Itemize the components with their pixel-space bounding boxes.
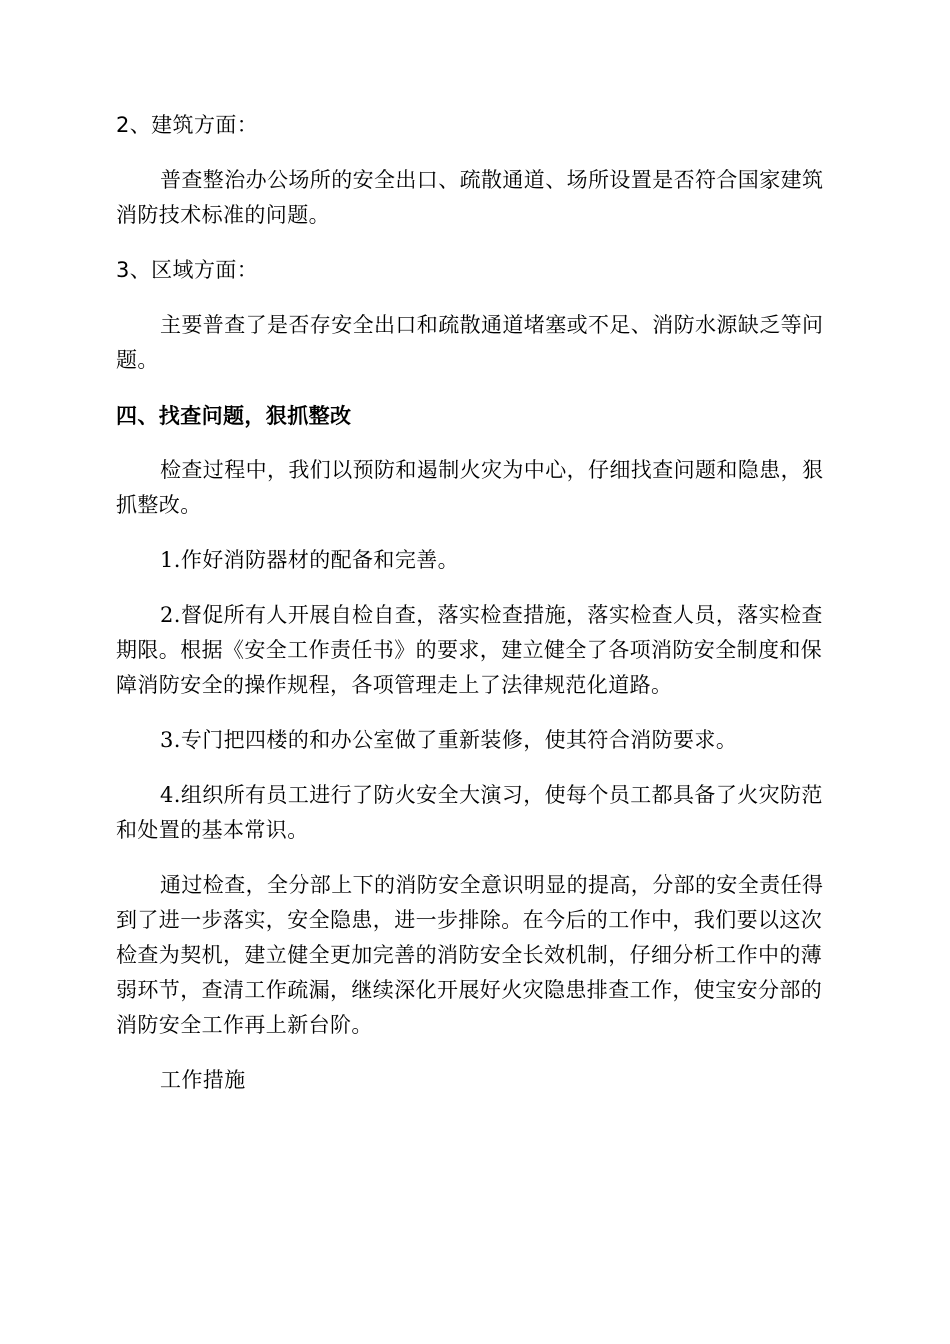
list-item-3: 3.专门把四楼的和办公室做了重新装修，使其符合消防要求。 (160, 728, 738, 752)
section-area-heading: 3、区域方面： (116, 258, 259, 282)
list-item-1: 1.作好消防器材的配备和完善。 (160, 548, 460, 572)
list-item-4: 4.组织所有员工进行了防火安全大演习，使每个员工都具备了火灾防范和处置的基本常识。 (116, 783, 823, 842)
summary-paragraph: 通过检查，全分部上下的消防安全意识明显的提高，分部的安全责任得到了进一步落实，安全隐患，进一步排除。在今后的工作中，我们要以这次检查为契机，建立健全更加完善的消防安全长效机制，仔细分析工作中的薄弱环节，查清工作疏漏，继续深化开展好火灾隐患排查工作，使宝安分部的消防安全工作再上新台阶。 (116, 873, 824, 1037)
section-building-heading: 2、建筑方面： (116, 113, 259, 137)
work-measures-heading: 工作措施 (160, 1068, 246, 1092)
document-body (116, 108, 834, 1098)
section-building-text: 普查整治办公场所的安全出口、疏散通道、场所设置是否符合国家建筑消防技术标准的问题。 (116, 168, 824, 227)
section-area-text: 主要普查了是否存安全出口和疏散通道堵塞或不足、消防水源缺乏等问题。 (116, 313, 824, 372)
list-item-2: 2.督促所有人开展自检自查，落实检查措施，落实检查人员，落实检查期限。根据《安全工作责任书》的要求，建立健全了各项消防安全制度和保障消防安全的操作规程，各项管理走上了法律规范化道路。 (116, 603, 823, 697)
section-four-heading: 四、找查问题，狠抓整改 (116, 403, 352, 428)
section-four-intro: 检查过程中，我们以预防和遏制火灾为中心，仔细找查问题和隐患，狠抓整改。 (116, 458, 824, 517)
